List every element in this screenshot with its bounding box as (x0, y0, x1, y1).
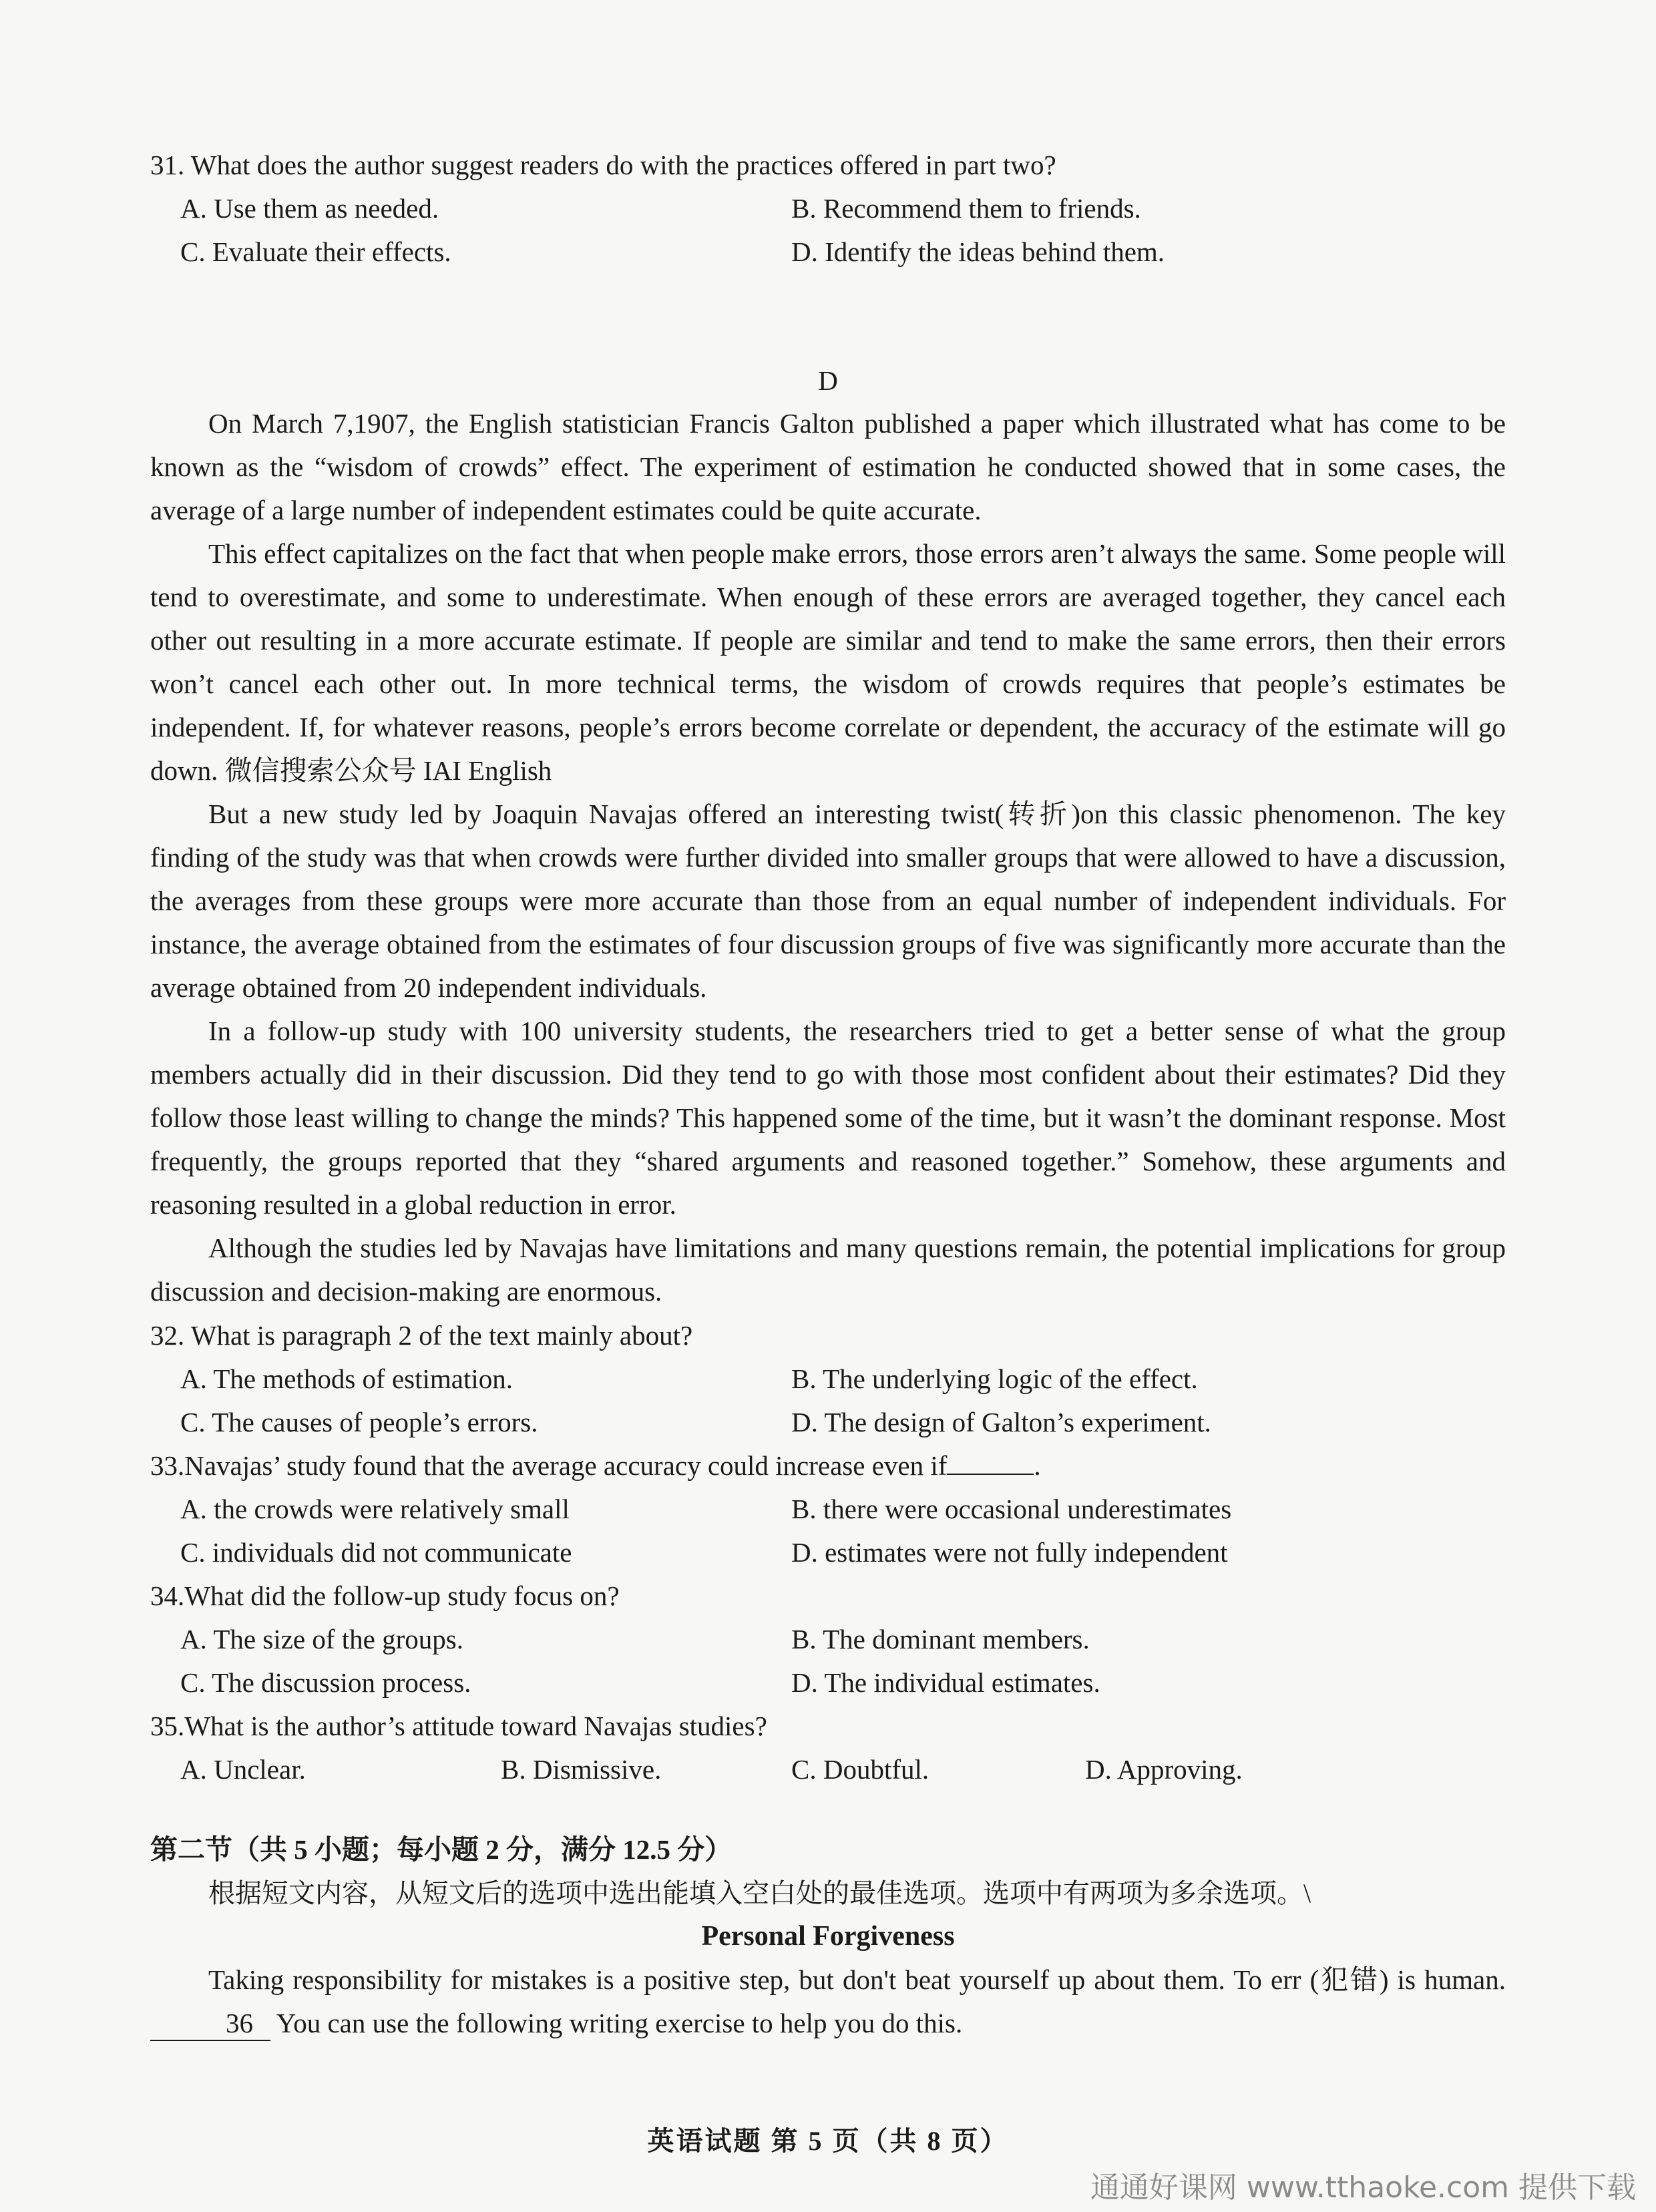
options-row (150, 1488, 1506, 1531)
option-b: B. Recommend them to friends. (791, 193, 1141, 224)
passage-forgiveness (150, 1958, 1506, 2045)
question-35-stem: 35.What is the author’s attitude toward Navajas studies? (150, 1711, 767, 1741)
options-row (150, 1661, 1506, 1705)
watermark: 通通好课网 www.tthaoke.com 提供下载 (1090, 2171, 1636, 2205)
paragraph-text: You can use the following writing exercise to help you do this. (276, 2008, 963, 2038)
option-b: B. there were occasional underestimates (791, 1494, 1232, 1524)
option-d: D. Identify the ideas behind them. (791, 236, 1165, 267)
paragraph-3: But a new study led by Joaquin Navajas offered an interesting twist(转折)on this classic phenomenon. The key finding of the study was that when crowds were further divided into smaller groups that were allowed to have a discussion, the averages from these groups were more accurate than those from an equal number of independent individuals. For instance, the average obtained from the estimates of four discussion groups of five was significantly more accurate than the average obtained from 20 independent individuals. (150, 799, 1506, 1003)
answer-blank-36: 36 (150, 2006, 270, 2041)
option-a: A. The size of the groups. (180, 1624, 463, 1654)
question-34-stem: 34.What did the follow-up study focus on? (150, 1580, 620, 1611)
question-33-stem (150, 1444, 1506, 1488)
section-heading: 第二节（共 5 小题；每小题 2 分，满分 12.5 分） (150, 1834, 733, 1865)
question-32-stem: 32. What is paragraph 2 of the text mainly about? (150, 1320, 693, 1351)
option-d: D. The design of Galton’s experiment. (791, 1407, 1211, 1437)
passage-title: Personal Forgiveness (701, 1921, 955, 1952)
passage-label: D (818, 365, 838, 396)
option-c: C. Doubtful. (791, 1754, 929, 1785)
question-31 (150, 144, 1506, 274)
paragraph-text: Taking responsibility for mistakes is a positive step, but don't beat yourself up about them. To err (犯错) is human. (208, 1964, 1506, 1995)
paragraph-1 (150, 1958, 1506, 2045)
option-a: A. The methods of estimation. (180, 1363, 513, 1394)
page-footer: 英语试题 第 5 页（共 8 页） (647, 2126, 1009, 2156)
option-a: A. the crowds were relatively small (180, 1494, 570, 1524)
options-row (150, 1531, 1506, 1574)
option-c: C. Evaluate their effects. (180, 236, 451, 267)
options-row (150, 230, 1506, 274)
answer-blank (947, 1474, 1034, 1475)
options-row (150, 1357, 1506, 1401)
paragraph-1: On March 7,1907, the English statistician Francis Galton published a paper which illustrated what has come to be known as the “wisdom of crowds” effect. The experiment of estimation he conducted showed that in some cases, the average of a large number of independent estimates could be quite accurate. (150, 408, 1506, 525)
option-a: A. Use them as needed. (180, 193, 439, 224)
options-row (150, 187, 1506, 230)
options-row (150, 1401, 1506, 1444)
paragraph-4: In a follow-up study with 100 university students, the researchers tried to get a better sense of what the group members actually did in their discussion. Did they tend to go with those most confident about their estimates? Did they follow those least willing to change the minds? This happened some of the time, but it wasn’t the dominant response. Most frequently, the groups reported that they “shared arguments and reasoned together.” Somehow, these arguments and reasoning resulted in a global reduction in error. (150, 1016, 1506, 1220)
option-c: C. individuals did not communicate (180, 1537, 572, 1568)
option-c: C. The causes of people’s errors. (180, 1407, 538, 1437)
option-d: D. estimates were not fully independent (791, 1537, 1228, 1568)
options-row (150, 1748, 1506, 1791)
option-d: D. Approving. (1085, 1754, 1243, 1785)
paragraph-2: This effect capitalizes on the fact that when people make errors, those errors aren’t always the same. Some people will tend to overestimate, and some to underestimate. When enough of these errors are averaged together, they cancel each other out resulting in a more accurate estimate. If people are similar and tend to make the same errors, then their errors won’t cancel each other out. In more technical terms, the wisdom of crowds requires that people’s estimates be independent. If, for whatever reasons, people’s errors become correlate or dependent, the accuracy of the estimate will go down. 微信搜索公众号 IAI English (150, 538, 1506, 786)
section-instruction: 根据短文内容，从短文后的选项中选出能填入空白处的最佳选项。选项中有两项为多余选项。\ (208, 1878, 1311, 1908)
option-b: B. The underlying logic of the effect. (791, 1363, 1198, 1394)
option-b: B. The dominant members. (791, 1624, 1090, 1654)
options-row (150, 1618, 1506, 1661)
option-d: D. The individual estimates. (791, 1667, 1100, 1698)
option-c: C. The discussion process. (180, 1667, 471, 1698)
option-b: B. Dismissive. (501, 1754, 662, 1785)
question-33-end: . (1034, 1450, 1041, 1481)
questions-32-35 (150, 1314, 1506, 1791)
option-a: A. Unclear. (180, 1754, 306, 1785)
question-33-text: 33.Navajas’ study found that the average accuracy could increase even if (150, 1450, 948, 1481)
question-stem: 31. What does the author suggest readers do with the practices offered in part two? (150, 150, 1056, 180)
paragraph-5: Although the studies led by Navajas have limitations and many questions remain, the potential implications for group discussion and decision-making are enormous. (150, 1233, 1506, 1307)
passage-d (150, 402, 1506, 1313)
